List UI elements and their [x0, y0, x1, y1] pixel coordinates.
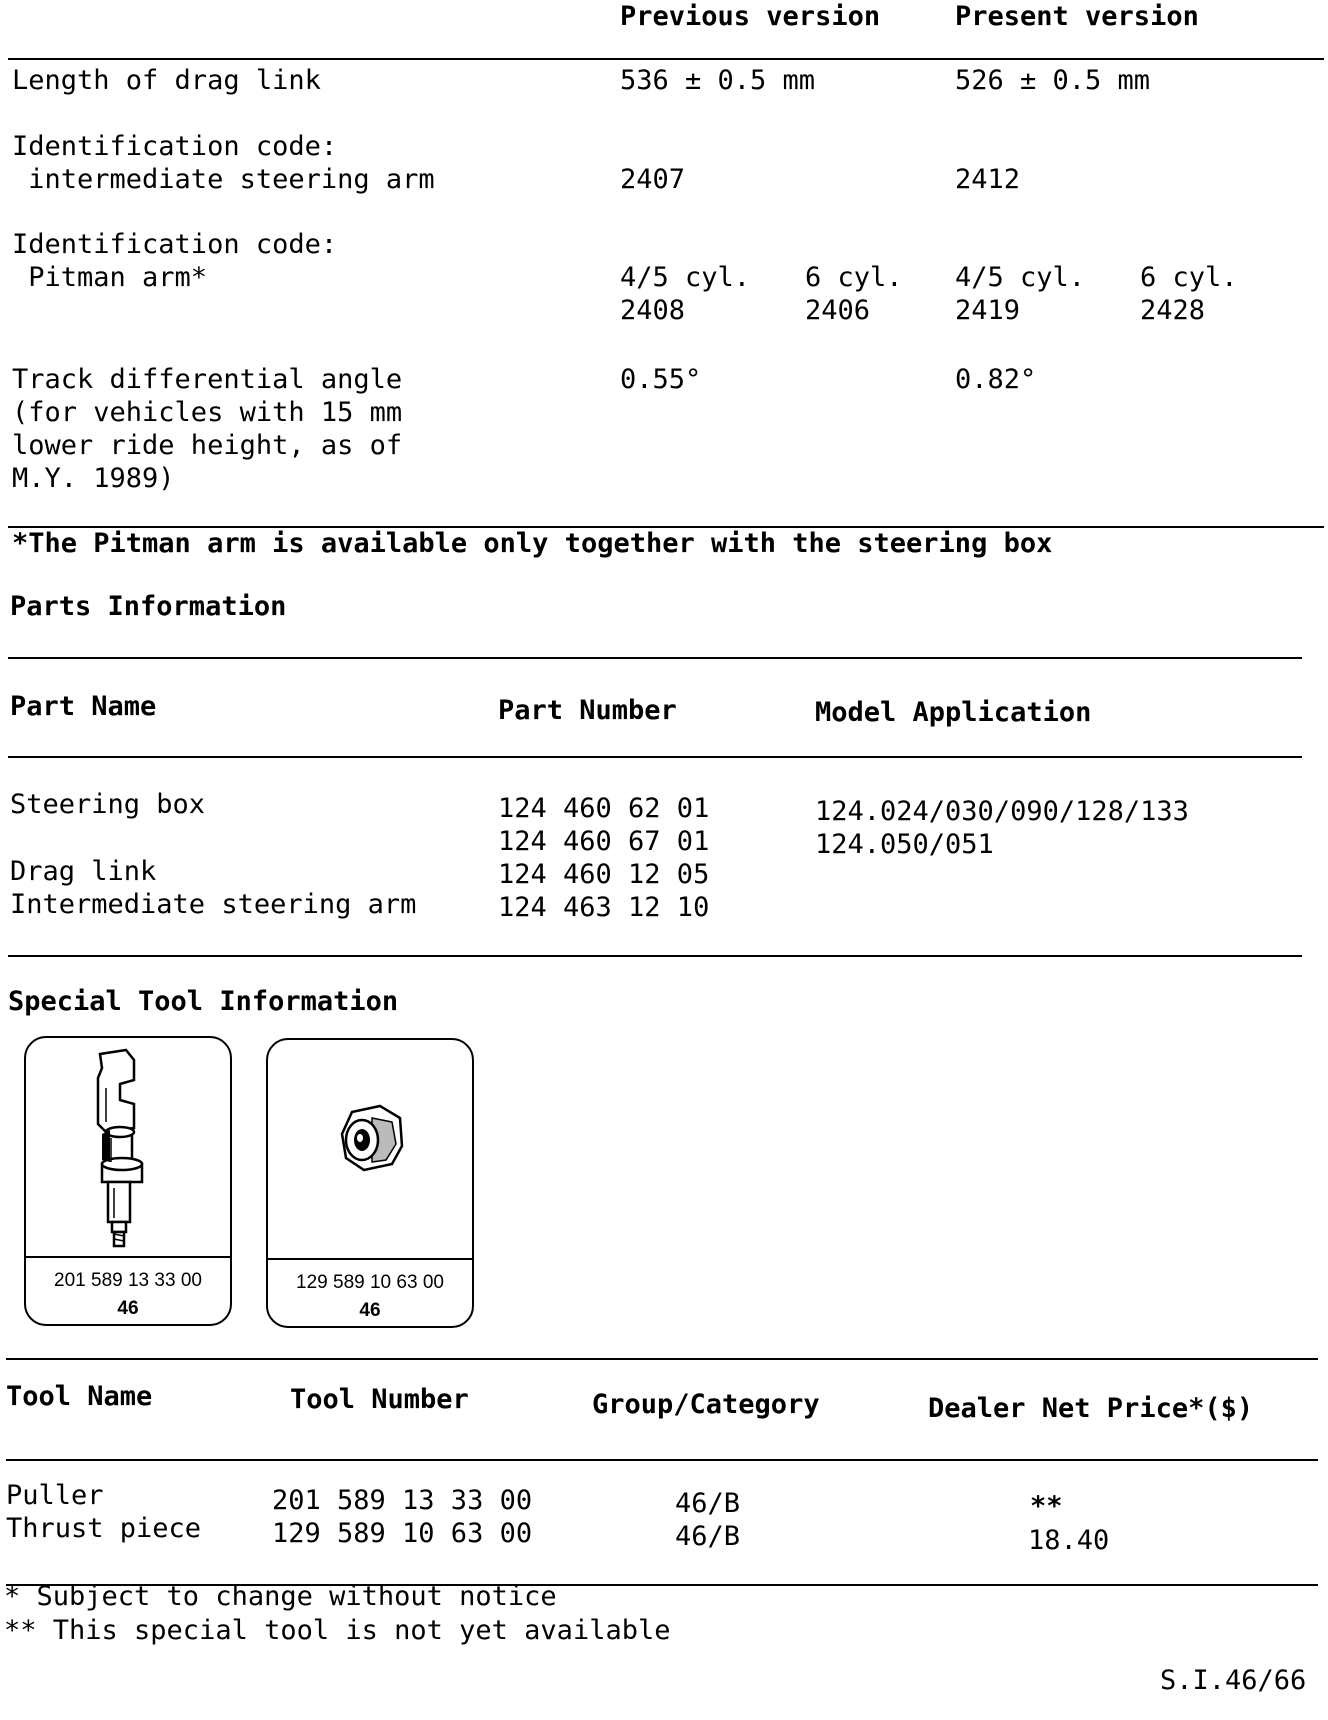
present-drag-link-length: 526 ± 0.5 mm: [955, 65, 1151, 96]
present-intermediate-arm-code: 2412: [955, 164, 1021, 195]
tool-price: **: [1030, 1491, 1063, 1522]
header-present-version: Present version: [955, 1, 1199, 32]
price-change-note: * Subject to change without notice: [4, 1581, 557, 1612]
pitman-footnote: *The Pitman arm is available only together with the steering box: [12, 528, 1053, 559]
part-number: 124 460 67 01: [498, 826, 710, 857]
tools-header-price: Dealer Net Price*($): [928, 1393, 1254, 1424]
tool-name-thrust-piece: Thrust piece: [6, 1513, 202, 1544]
thrust-piece-icon: [268, 1040, 472, 1258]
row-label-intermediate-arm: intermediate steering arm: [12, 164, 435, 195]
row-label-id-code: Identification code:: [12, 131, 338, 162]
header-previous-version: Previous version: [620, 1, 881, 32]
part-name-steering-box: Steering box: [10, 789, 206, 820]
present-track-angle: 0.82°: [955, 364, 1037, 395]
tool-number: 201 589 13 33 00: [272, 1485, 533, 1516]
tool-number: 129 589 10 63 00: [272, 1518, 533, 1549]
parts-header-number: Part Number: [498, 695, 677, 726]
row-label-track-angle-2: (for vehicles with 15 mm: [12, 397, 403, 428]
part-number: 124 460 12 05: [498, 859, 710, 890]
previous-pitman-6-code: 2406: [805, 295, 871, 326]
special-tool-section-title: Special Tool Information: [8, 986, 399, 1017]
tool-group: 46/B: [675, 1488, 741, 1519]
divider: [268, 1258, 472, 1260]
tool-card-number: 129 589 10 63 00: [296, 1272, 444, 1293]
tool-card-puller: [24, 1036, 232, 1326]
present-pitman-6-label: 6 cyl.: [1140, 262, 1238, 293]
previous-pitman-45-label: 4/5 cyl.: [620, 262, 751, 293]
row-label-track-angle-3: lower ride height, as of: [12, 430, 403, 461]
previous-pitman-45-code: 2408: [620, 295, 686, 326]
present-pitman-45-code: 2419: [955, 295, 1021, 326]
tools-header-name: Tool Name: [6, 1381, 153, 1412]
page-reference: S.I.46/66: [1160, 1665, 1307, 1696]
divider: [8, 657, 1302, 659]
tool-price: 18.40: [1028, 1525, 1110, 1556]
part-number: 124 463 12 10: [498, 892, 710, 923]
puller-icon: [26, 1038, 230, 1256]
divider: [6, 1459, 1318, 1461]
previous-pitman-6-label: 6 cyl.: [805, 262, 903, 293]
previous-drag-link-length: 536 ± 0.5 mm: [620, 65, 816, 96]
previous-intermediate-arm-code: 2407: [620, 164, 686, 195]
parts-header-name: Part Name: [10, 691, 157, 722]
tools-header-group: Group/Category: [592, 1389, 820, 1420]
tool-group: 46/B: [675, 1521, 741, 1552]
present-pitman-45-label: 4/5 cyl.: [955, 262, 1086, 293]
tool-card-thrust-piece: [266, 1038, 474, 1328]
availability-note: ** This special tool is not yet available: [4, 1615, 671, 1646]
row-label-drag-link-length: Length of drag link: [12, 65, 321, 96]
divider: [26, 1256, 230, 1258]
row-label-id-code-2: Identification code:: [12, 229, 338, 260]
parts-section-title: Parts Information: [10, 591, 287, 622]
part-model-application: 124.024/030/090/128/133: [815, 796, 1189, 827]
tool-card-number: 201 589 13 33 00: [54, 1270, 202, 1291]
part-name-drag-link: Drag link: [10, 856, 157, 887]
present-pitman-6-code: 2428: [1140, 295, 1206, 326]
part-model-application: 124.050/051: [815, 829, 994, 860]
row-label-pitman-arm: Pitman arm*: [12, 262, 208, 293]
tool-card-group: 46: [359, 1300, 381, 1321]
tool-card-group: 46: [117, 1298, 139, 1319]
divider: [6, 1358, 1318, 1360]
divider: [8, 756, 1302, 758]
divider: [8, 58, 1324, 60]
tools-header-number: Tool Number: [290, 1384, 469, 1415]
tool-name-puller: Puller: [6, 1480, 104, 1511]
parts-header-model: Model Application: [815, 697, 1092, 728]
part-number: 124 460 62 01: [498, 793, 710, 824]
row-label-track-angle-4: M.Y. 1989): [12, 463, 175, 494]
divider: [8, 955, 1302, 957]
previous-track-angle: 0.55°: [620, 364, 702, 395]
row-label-track-angle: Track differential angle: [12, 364, 403, 395]
part-name-intermediate-arm: Intermediate steering arm: [10, 889, 417, 920]
